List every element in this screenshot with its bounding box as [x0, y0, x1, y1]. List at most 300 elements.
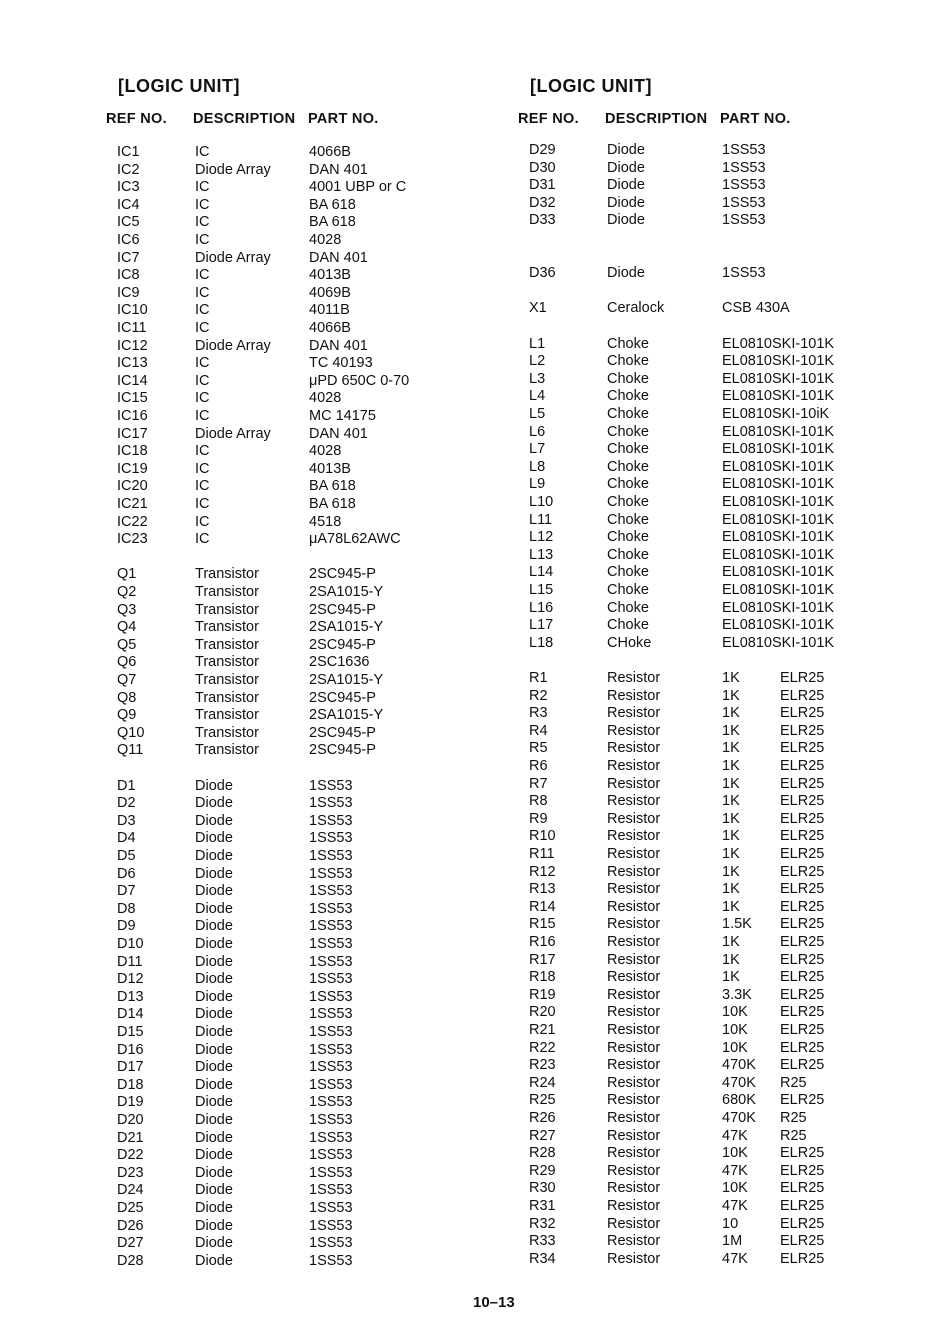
table-row [518, 529, 908, 546]
ref-no-cell: IC5 [117, 214, 140, 231]
table-row [106, 690, 496, 707]
description-cell: Resistor [607, 1092, 661, 1109]
part-no-cell: 10K [722, 1145, 748, 1162]
part-no-cell: 1K [722, 740, 740, 757]
table-row [106, 584, 496, 601]
table-row [106, 320, 496, 337]
part-no-cell: 1SS53 [309, 865, 353, 882]
table-row [518, 1198, 908, 1215]
ref-no-cell: Q9 [117, 707, 137, 724]
table-row [106, 514, 496, 531]
part-no-cell: 1K [722, 863, 740, 880]
table-row [518, 265, 908, 282]
part-no-cell: 1SS53 [722, 212, 766, 229]
ref-no-cell: D27 [117, 1235, 144, 1252]
table-row [518, 160, 908, 177]
ref-no-cell: R29 [529, 1162, 556, 1179]
description-cell: Diode [195, 1129, 233, 1146]
ref-no-cell: R15 [529, 916, 556, 933]
ref-no-cell: D23 [117, 1164, 144, 1181]
table-row [518, 635, 908, 652]
part-no-cell: 1K [722, 881, 740, 898]
part-no-cell: EL0810SKI-101K [722, 634, 835, 651]
description-cell: Diode Array [195, 337, 271, 354]
part-no-cell: 1K [722, 705, 740, 722]
description-cell: IC [195, 320, 210, 336]
table-row [106, 1147, 496, 1164]
ref-no-cell: IC2 [117, 161, 140, 178]
part-no-cell: 1SS53 [309, 1094, 353, 1111]
description-cell: IC [195, 408, 210, 424]
part-no-cell: 1SS53 [309, 918, 353, 935]
table-row [518, 424, 908, 441]
part-no-cell: 470K [722, 1110, 756, 1126]
section-title: [LOGIC UNIT] [530, 76, 652, 96]
table-row [106, 901, 496, 918]
ref-no-cell: D8 [117, 900, 136, 917]
part-no-cell: 2SC945-P [309, 601, 376, 618]
description-cell: Diode [195, 1164, 233, 1181]
part-code-cell: ELR25 [780, 846, 825, 862]
part-no-cell: 1SS53 [309, 900, 353, 917]
ref-no-cell: Q2 [117, 584, 137, 600]
description-cell: Transistor [195, 636, 259, 653]
ref-no-cell: D22 [117, 1147, 144, 1164]
description-cell: Diode [195, 1006, 233, 1023]
part-no-cell: 4028 [309, 232, 342, 248]
part-no-cell: 1SS53 [309, 883, 353, 900]
part-code-cell: ELR25 [780, 986, 825, 1003]
description-cell: Resistor [607, 986, 661, 1003]
table-row [106, 707, 496, 724]
table-row [518, 353, 908, 370]
ref-no-cell: L16 [529, 599, 554, 616]
ref-no-cell: D14 [117, 1006, 144, 1023]
part-no-cell: TC 40193 [309, 355, 373, 372]
table-row [518, 705, 908, 722]
ref-no-cell: D4 [117, 830, 136, 847]
part-no-cell: 2SC945-P [309, 636, 376, 653]
section-title: [LOGIC UNIT] [118, 76, 240, 96]
part-no-cell: 4518 [309, 513, 342, 530]
description-cell: Choke [607, 406, 649, 422]
description-cell: Resistor [607, 1233, 661, 1250]
description-cell: Choke [607, 529, 649, 546]
ref-no-cell: IC15 [117, 390, 148, 407]
ref-no-cell: L7 [529, 441, 546, 458]
part-code-cell: ELR25 [780, 969, 825, 986]
table-row [518, 300, 908, 317]
table-row [518, 723, 908, 740]
description-cell: Choke [607, 423, 649, 440]
table-row [518, 828, 908, 845]
part-no-cell: EL0810SKI-101K [722, 564, 835, 581]
ref-no-cell: R21 [529, 1022, 556, 1038]
table-row [518, 652, 908, 669]
part-no-cell: 1SS53 [722, 194, 766, 211]
part-no-cell: 1K [722, 934, 740, 950]
description-cell: Transistor [195, 601, 259, 618]
ref-no-cell: Q6 [117, 654, 137, 671]
description-cell: Ceralock [607, 300, 665, 317]
table-row [518, 934, 908, 951]
description-cell: Resistor [607, 881, 661, 898]
part-code-cell: ELR25 [780, 881, 825, 898]
part-no-cell: 2SC945-P [309, 566, 376, 583]
ref-no-cell: R13 [529, 881, 556, 898]
part-no-cell: 2SA1015-Y [309, 707, 384, 724]
part-code-cell: ELR25 [780, 670, 825, 686]
description-cell: Resistor [607, 722, 661, 739]
part-no-cell: 1SS53 [722, 177, 766, 194]
part-no-cell: 1K [722, 687, 740, 704]
table-row [106, 232, 496, 249]
description-cell: Choke [607, 511, 649, 528]
ref-no-cell: R14 [529, 898, 556, 915]
part-no-cell: 1SS53 [309, 1164, 353, 1181]
table-row [518, 740, 908, 757]
description-cell: Resistor [607, 1250, 661, 1267]
ref-no-cell: R18 [529, 969, 556, 986]
description-cell: Resistor [607, 705, 661, 722]
ref-no-cell: IC21 [117, 496, 148, 512]
ref-no-cell: D6 [117, 865, 136, 882]
ref-no-cell: X1 [529, 300, 547, 317]
description-cell: Choke [607, 476, 649, 493]
part-no-cell: EL0810SKI-101K [722, 353, 835, 370]
part-no-cell: 47K [722, 1250, 748, 1267]
table-row [518, 388, 908, 405]
ref-no-cell: R32 [529, 1215, 556, 1232]
part-no-cell: 1SS53 [309, 988, 353, 1005]
table-row [518, 1040, 908, 1057]
part-no-cell: 4066B [309, 320, 351, 336]
ref-no-cell: IC8 [117, 267, 140, 284]
ref-no-cell: R33 [529, 1233, 556, 1250]
part-no-cell: EL0810SKI-101K [722, 494, 835, 510]
part-code-cell: ELR25 [780, 810, 825, 827]
description-cell: Resistor [607, 1039, 661, 1056]
table-row [106, 214, 496, 231]
table-row [106, 267, 496, 284]
description-cell: Choke [607, 458, 649, 475]
description-cell: Transistor [195, 724, 259, 741]
description-cell: Diode [195, 848, 233, 864]
ref-no-cell: R30 [529, 1180, 556, 1197]
ref-no-cell: D16 [117, 1041, 144, 1058]
table-row [518, 406, 908, 423]
part-no-cell: DAN 401 [309, 337, 368, 354]
table-row [106, 1218, 496, 1235]
part-no-cell: 1.5K [722, 916, 752, 933]
part-code-cell: ELR25 [780, 1162, 825, 1179]
ref-no-cell: IC12 [117, 337, 148, 354]
part-no-cell: 10K [722, 1004, 748, 1021]
page-number: 10–13 [473, 1294, 515, 1311]
part-no-cell: BA 618 [309, 478, 356, 495]
table-row [106, 1042, 496, 1059]
part-no-cell: 47K [722, 1162, 748, 1179]
description-cell: Transistor [195, 584, 259, 600]
header-description: DESCRIPTION [193, 111, 296, 127]
ref-no-cell: R2 [529, 687, 548, 704]
description-cell: Diode [195, 1182, 233, 1199]
table-row [518, 1057, 908, 1074]
ref-no-cell: R22 [529, 1039, 556, 1056]
description-cell: Diode [195, 812, 233, 829]
ref-no-cell: L11 [529, 511, 553, 528]
table-row [518, 564, 908, 581]
table-row [518, 142, 908, 159]
part-no-cell: 1SS53 [309, 1041, 353, 1058]
ref-no-cell: R23 [529, 1057, 556, 1074]
part-no-cell: 1K [722, 951, 740, 968]
part-no-cell: 2SC945-P [309, 742, 376, 759]
part-no-cell: 4028 [309, 443, 342, 460]
description-cell: Diode [195, 953, 233, 970]
part-no-cell: 2SC1636 [309, 654, 370, 671]
part-no-cell: EL0810SKI-101K [722, 599, 835, 616]
part-no-cell: BA 618 [309, 496, 356, 512]
part-code-cell: ELR25 [780, 1039, 825, 1056]
part-no-cell: 1K [722, 670, 740, 686]
table-row [106, 390, 496, 407]
table-row [106, 1253, 496, 1270]
ref-no-cell: R5 [529, 740, 548, 757]
description-cell: Resistor [607, 740, 661, 757]
ref-no-cell: R16 [529, 934, 556, 950]
ref-no-cell: L10 [529, 494, 554, 510]
table-row [106, 1130, 496, 1147]
part-no-cell: 4011B [309, 302, 350, 319]
part-code-cell: ELR25 [780, 1057, 825, 1074]
ref-no-cell: IC22 [117, 513, 148, 530]
part-no-cell: 4028 [309, 390, 342, 407]
description-cell: Diode [195, 1094, 233, 1111]
table-row [518, 881, 908, 898]
description-cell: Diode [195, 865, 233, 882]
part-code-cell: ELR25 [780, 863, 825, 880]
part-no-cell: 1K [722, 810, 740, 827]
description-cell: Diode [607, 194, 645, 211]
part-no-cell: 1SS53 [309, 1024, 353, 1040]
ref-no-cell: Q10 [117, 724, 145, 741]
ref-no-cell: IC14 [117, 372, 148, 389]
ref-no-cell: R34 [529, 1250, 556, 1267]
table-row [106, 672, 496, 689]
part-no-cell: EL0810SKI-101K [722, 388, 835, 405]
ref-no-cell: D17 [117, 1059, 144, 1076]
part-no-cell: 1SS53 [309, 971, 353, 988]
ref-no-cell: R7 [529, 775, 548, 792]
ref-no-cell: L13 [529, 546, 554, 563]
description-cell: IC [195, 144, 210, 160]
table-row [518, 846, 908, 863]
table-row [106, 830, 496, 847]
part-no-cell: 1SS53 [309, 1112, 353, 1128]
part-code-cell: ELR25 [780, 1180, 825, 1197]
part-no-cell: 1K [722, 846, 740, 862]
part-code-cell: ELR25 [780, 934, 825, 950]
part-code-cell: R25 [780, 1127, 807, 1144]
part-no-cell: 4013B [309, 460, 351, 477]
description-cell: Diode [195, 830, 233, 847]
part-no-cell: 2SC945-P [309, 724, 376, 741]
description-cell: Diode [607, 177, 645, 194]
ref-no-cell: L4 [529, 388, 546, 405]
table-row [106, 954, 496, 971]
table-row [518, 1216, 908, 1233]
ref-no-cell: R4 [529, 722, 548, 739]
part-code-cell: R25 [780, 1110, 807, 1126]
part-no-cell: 1SS53 [309, 1235, 353, 1252]
description-cell: Diode [195, 1112, 233, 1128]
part-no-cell: 1M [722, 1233, 743, 1250]
part-no-cell: 47K [722, 1198, 748, 1214]
part-no-cell: DAN 401 [309, 161, 368, 178]
description-cell: Diode [195, 900, 233, 917]
description-cell: Resistor [607, 1057, 661, 1074]
table-row [518, 600, 908, 617]
part-no-cell: 10K [722, 1039, 748, 1056]
ref-no-cell: D25 [117, 1200, 144, 1216]
table-row [106, 971, 496, 988]
description-cell: Diode [195, 1147, 233, 1164]
description-cell: Diode [195, 1235, 233, 1252]
ref-no-cell: D5 [117, 848, 136, 864]
table-row [106, 478, 496, 495]
description-cell: Diode [195, 883, 233, 900]
description-cell: Diode [195, 1041, 233, 1058]
ref-no-cell: L2 [529, 353, 546, 370]
part-code-cell: ELR25 [780, 687, 825, 704]
table-row [106, 795, 496, 812]
table-row [518, 1092, 908, 1109]
ref-no-cell: L15 [529, 582, 554, 598]
ref-no-cell: IC13 [117, 355, 148, 372]
table-row [106, 426, 496, 443]
part-no-cell: EL0810SKI-101K [722, 511, 835, 528]
part-no-cell: 470K [722, 1074, 756, 1091]
table-row [106, 654, 496, 671]
description-cell: Transistor [195, 672, 259, 688]
part-code-cell: ELR25 [780, 1250, 825, 1267]
table-row [106, 813, 496, 830]
table-row [106, 250, 496, 267]
part-no-cell: 10 [722, 1215, 739, 1232]
table-row [106, 866, 496, 883]
description-cell: Diode [195, 1252, 233, 1269]
description-cell: Resistor [607, 758, 661, 774]
ref-no-cell: L18 [529, 634, 554, 651]
description-cell: IC [195, 390, 210, 407]
ref-no-cell: R12 [529, 863, 556, 880]
part-no-cell: 4069B [309, 284, 351, 301]
part-no-cell: 2SA1015-Y [309, 672, 384, 688]
part-no-cell: 1SS53 [309, 1217, 353, 1234]
part-code-cell: ELR25 [780, 722, 825, 739]
table-row [518, 512, 908, 529]
description-cell: Diode Array [195, 425, 271, 442]
part-code-cell: ELR25 [780, 758, 825, 774]
table-row [518, 1145, 908, 1162]
description-cell: Choke [607, 370, 649, 387]
ref-no-cell: R17 [529, 951, 556, 968]
ref-no-cell: D32 [529, 194, 556, 211]
table-row [106, 1112, 496, 1129]
table-row [106, 883, 496, 900]
table-row [106, 1182, 496, 1199]
part-code-cell: ELR25 [780, 916, 825, 933]
table-row [518, 1233, 908, 1250]
description-cell: Choke [607, 582, 649, 598]
table-row [106, 1235, 496, 1252]
description-cell: IC [195, 531, 210, 548]
description-cell: Transistor [195, 654, 259, 671]
part-no-cell: 1SS53 [722, 142, 766, 158]
ref-no-cell: Q3 [117, 601, 137, 618]
ref-no-cell: R19 [529, 986, 556, 1003]
table-row [106, 355, 496, 372]
table-row [518, 1004, 908, 1021]
table-row [106, 778, 496, 795]
part-no-cell: 10K [722, 1180, 748, 1197]
part-no-cell: 1SS53 [309, 1129, 353, 1146]
description-cell: Resistor [607, 828, 661, 845]
description-cell: Resistor [607, 846, 661, 862]
table-row [106, 1059, 496, 1076]
part-no-cell: 1SS53 [309, 777, 353, 794]
description-cell: Resistor [607, 670, 661, 686]
part-code-cell: ELR25 [780, 1233, 825, 1250]
ref-no-cell: D24 [117, 1182, 144, 1199]
ref-no-cell: IC4 [117, 196, 140, 213]
table-row [106, 197, 496, 214]
table-row [518, 494, 908, 511]
ref-no-cell: R11 [529, 846, 555, 862]
table-row [518, 758, 908, 775]
description-cell: Choke [607, 599, 649, 616]
ref-no-cell: D29 [529, 142, 556, 158]
ref-no-cell: D9 [117, 918, 136, 935]
ref-no-cell: D28 [117, 1252, 144, 1269]
description-cell: Resistor [607, 1180, 661, 1197]
part-no-cell: 1SS53 [309, 1200, 353, 1216]
part-no-cell: 1SS53 [309, 1059, 353, 1076]
table-row [518, 1180, 908, 1197]
part-code-cell: ELR25 [780, 1022, 825, 1038]
table-row [518, 336, 908, 353]
part-code-cell: ELR25 [780, 740, 825, 757]
part-code-cell: ELR25 [780, 775, 825, 792]
description-cell: Transistor [195, 566, 259, 583]
ref-no-cell: L1 [529, 335, 546, 352]
table-row [106, 373, 496, 390]
description-cell: Resistor [607, 1127, 661, 1144]
description-cell: Choke [607, 617, 649, 634]
description-cell: CHoke [607, 634, 652, 651]
ref-no-cell: L3 [529, 370, 546, 387]
description-cell: Diode [195, 1076, 233, 1093]
part-no-cell: 1SS53 [309, 1147, 353, 1164]
description-cell: Resistor [607, 1162, 661, 1179]
part-no-cell: EL0810SKI-101K [722, 476, 835, 493]
part-no-cell: 1K [722, 793, 740, 810]
part-code-cell: R25 [780, 1074, 807, 1091]
ref-no-cell: L12 [529, 529, 554, 546]
table-row [106, 566, 496, 583]
part-no-cell: EL0810SKI-101K [722, 370, 835, 387]
